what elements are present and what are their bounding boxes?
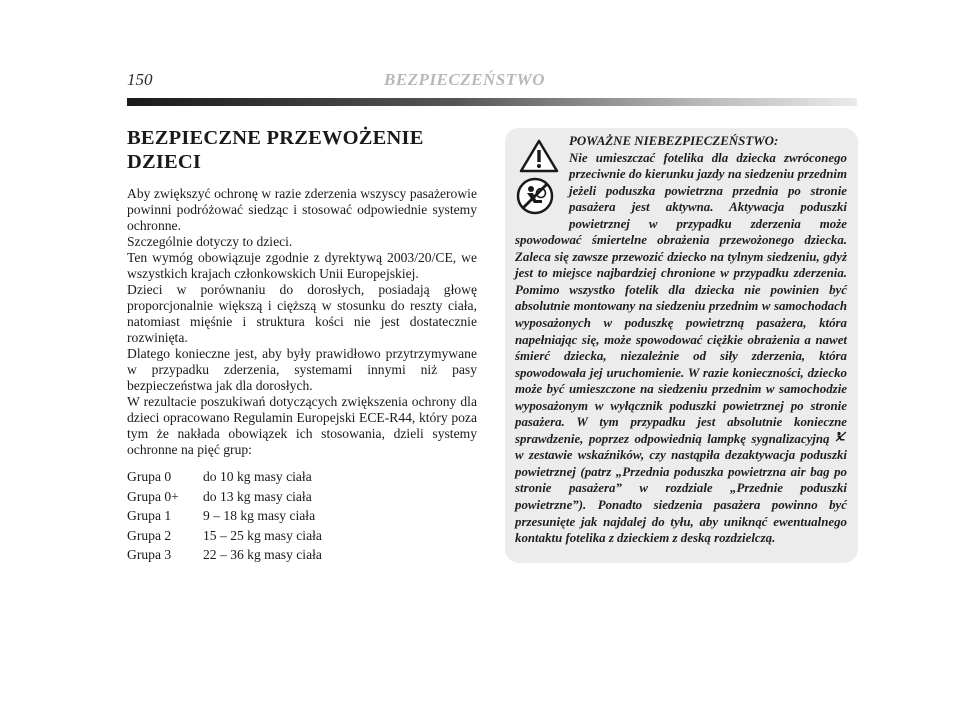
warning-title: POWAŻNE NIEBEZPIECZEŃSTWO: bbox=[569, 134, 779, 148]
warning-text bbox=[515, 133, 847, 547]
paragraph: W rezultacie poszukiwań dotyczących zwiększenia ochrony dla dzieci opracowano Regulamin Europejski ECE-R44, który poza tym że nakłada obowiązek ich stosowania, dzieli systemy ochronne na pięć grup: bbox=[127, 394, 477, 457]
warning-triangle-icon bbox=[519, 139, 559, 173]
section-title-line2: DZIECI bbox=[127, 151, 202, 173]
paragraph: Aby zwiększyć ochronę w razie zderzenia wszyscy pasażerowie powinni podróżować siedząc i stosować odpowiednie systemy ochronne. bbox=[127, 186, 477, 233]
paragraph: Dlatego konieczne jest, aby były prawidłowo przytrzymywane w przypadku zderzenia, systemami innymi niż pasy bezpieczeństwa jak dla dorosłych. bbox=[127, 346, 477, 393]
warning-icons bbox=[515, 133, 565, 216]
group-row bbox=[127, 487, 477, 507]
group-name: Grupa 3 bbox=[127, 547, 172, 562]
group-row bbox=[127, 526, 477, 546]
group-row bbox=[127, 467, 477, 487]
group-weight: 22 – 36 kg masy ciała bbox=[203, 547, 322, 562]
warning-body-continued: w zestawie wskaźników, czy nastąpiła dezaktywacja poduszki powietrznej (patrz „Przednia poduszka powietrzna air bag po stronie pasażera” w rozdziale „Przednie poduszki powietrzne”). Ponadto siedzenia pasażera powinno być przesunięte jak najdalej do tyłu, aby uniknąć ewentualnego kontaktu fotelika z dzieckiem z deską rozdzielczą. bbox=[515, 448, 847, 546]
group-name: Grupa 2 bbox=[127, 527, 172, 543]
warning-box bbox=[505, 128, 858, 563]
running-header: BEZPIECZEŃSTWO bbox=[384, 70, 545, 89]
group-weight: 15 – 25 kg masy ciała bbox=[203, 527, 322, 543]
group-weight: 9 – 18 kg masy ciała bbox=[203, 508, 316, 523]
group-name: Grupa 1 bbox=[127, 508, 172, 523]
section-title-line1: BEZPIECZNE PRZEWOŻENIE bbox=[127, 127, 424, 149]
paragraph: Szczególnie dotyczy to dzieci. bbox=[127, 234, 293, 249]
paragraph: Dzieci w porównaniu do dorosłych, posiadają głowę proporcjonalnie większą i cięższą w stosunku do reszty ciała, natomiast mięśnie i struktura kości nie jest dostatecznie rozwinięta. bbox=[127, 282, 477, 345]
airbag-off-lamp-icon bbox=[835, 431, 847, 442]
group-name: Grupa 0 bbox=[127, 469, 172, 484]
group-weight: do 10 kg masy ciała bbox=[203, 469, 312, 484]
warning-body: Nie umieszczać fotelika dla dziecka zwróconego przeciwnie do kierunku jazdy na siedzeniu przednim jeżeli poduszka powietrzna przednia po stronie pasażera jest aktywna. Aktywacja poduszki powietrznej w przypadku zderzenia może spowodować śmiertelne obrażenia przewożonego dziecka. Zaleca się zawsze przewozić dziecko na tylnym siedzeniu, gdyż jest to miejsce najbardziej chronione w przypadku zderzenia. Pomimo wszystko fotelik dla dziecka nie powinien być absolutnie montowany na siedzeniu przednim w samochodach wyposażonych w poduszkę powietrzną pasażera, która napełniając się, może spowodować ciężkie obrażenia a nawet śmierć dziecka, niezależnie od siły zderzenia, która spowodowała jej uruchomienie. W razie konieczności, dziecko może być umieszczone na siedzeniu przednim w samochodzie wyposażonym w wyłącznik poduszki powietrznej po stronie pasażera. W tym przypadku jest absolutnie konieczne sprawdzenie, poprzez odpowiednią lampkę sygnalizacyjną bbox=[515, 150, 847, 446]
section-title bbox=[127, 126, 477, 174]
group-name: Grupa 0+ bbox=[127, 488, 179, 504]
group-weight: do 13 kg masy ciała bbox=[203, 488, 312, 504]
group-row bbox=[127, 506, 477, 526]
airbag-off-icon bbox=[516, 177, 554, 215]
main-column bbox=[127, 126, 477, 565]
header-rule bbox=[127, 98, 857, 106]
page-number: 150 bbox=[127, 70, 153, 89]
group-row bbox=[127, 545, 477, 565]
paragraph: Ten wymóg obowiązuje zgodnie z dyrektywą 2003/20/CE, we wszystkich krajach członkowskich Unii Europejskiej. bbox=[127, 250, 477, 281]
group-list bbox=[127, 467, 477, 565]
